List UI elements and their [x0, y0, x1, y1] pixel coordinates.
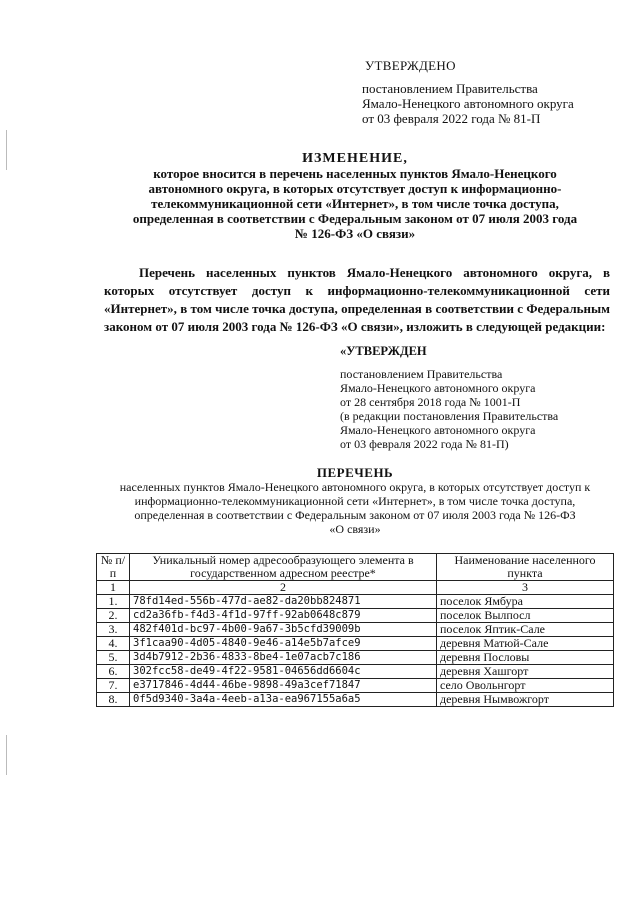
row-name: деревня Хашгорт	[437, 665, 614, 679]
document-heading	[80, 151, 630, 241]
heading-line: автономного округа, в которых отсутствует доступ к информационно-	[148, 181, 562, 196]
table-row	[97, 623, 614, 637]
approval-stamp-2-title: «УТВЕРЖДЕН	[340, 344, 427, 358]
row-num: 2.	[97, 609, 130, 623]
approval-line: постановлением Правительства	[340, 367, 503, 381]
row-name: поселок Вылпосл	[437, 609, 614, 623]
table-row	[97, 665, 614, 679]
body-paragraph: Перечень населенных пунктов Ямало-Ненецкого автономного округа, в которых отсутствует доступ к информационно-телекоммуникационной сети «Интернет», в том числе точка доступа, определенная в соответствии с Федеральным законом от 07 июля 2003 года № 126-ФЗ «О связи», изложить в следующей редакции:	[104, 265, 610, 334]
heading-line: определенная в соответствии с Федеральным законом от 07 июля 2003 года	[132, 211, 578, 226]
approval-line: Ямало-Ненецкого автономного округа	[362, 96, 574, 111]
row-name: деревня Пословы	[437, 651, 614, 665]
row-code: 3f1caa90-4d05-4840-9e46-a14e5b7afce9	[130, 637, 437, 651]
table-row	[97, 651, 614, 665]
table-row	[97, 609, 614, 623]
table-row	[97, 637, 614, 651]
approval-line: от 03 февраля 2022 года № 81-П	[362, 111, 541, 126]
approval-line: от 28 сентября 2018 года № 1001-П	[340, 395, 521, 409]
scan-artifact	[6, 735, 7, 775]
list-heading-line: информационно-телекоммуникационной сети «Интернет», в том числе точка доступа,	[134, 494, 576, 508]
approval-line: Ямало-Ненецкого автономного округа	[340, 423, 536, 437]
row-code: 0f5d9340-3a4a-4eeb-a13a-ea967155a6a5	[130, 693, 437, 707]
row-name: деревня Нымвожгорт	[437, 693, 614, 707]
row-num: 3.	[97, 623, 130, 637]
row-num: 4.	[97, 637, 130, 651]
list-heading-line: определенная в соответствии с Федеральным законом от 07 июля 2003 года № 126-ФЗ	[134, 508, 576, 522]
list-heading-line: «О связи»	[329, 522, 381, 536]
approval-stamp-title: УТВЕРЖДЕНО	[365, 58, 456, 73]
table-index-row	[97, 581, 614, 595]
approval-line: (в редакции постановления Правительства	[340, 409, 559, 423]
list-heading	[95, 466, 615, 536]
row-name: деревня Матюй-Сале	[437, 637, 614, 651]
list-title: ПЕРЕЧЕНЬ	[316, 465, 394, 480]
list-heading-line: населенных пунктов Ямало-Ненецкого автономного округа, в которых отсутствует доступ к	[119, 480, 591, 494]
row-name: село Овольнгорт	[437, 679, 614, 693]
table-row	[97, 595, 614, 609]
heading-line: телекоммуникационной сети «Интернет», в том числе точка доступа,	[151, 196, 559, 211]
index-cell: 1	[97, 581, 130, 595]
approval-stamp-details	[362, 81, 574, 126]
heading-line: которое вносится в перечень населенных пунктов Ямало-Ненецкого	[153, 166, 557, 181]
row-name: поселок Ямбура	[437, 595, 614, 609]
row-name: поселок Яптик-Сале	[437, 623, 614, 637]
approval-stamp-2-details	[340, 367, 558, 451]
table-row	[97, 679, 614, 693]
settlements-table	[96, 553, 614, 707]
index-cell: 3	[437, 581, 614, 595]
header-code: Уникальный номер адресообразующего элемента в государственном адресном реестре*	[130, 554, 437, 581]
row-code: 482f401d-bc97-4b00-9a67-3b5cfd39009b	[130, 623, 437, 637]
heading-line: № 126-ФЗ «О связи»	[294, 226, 416, 241]
approval-line: Ямало-Ненецкого автономного округа	[340, 381, 536, 395]
index-cell: 2	[130, 581, 437, 595]
row-num: 8.	[97, 693, 130, 707]
approval-line: от 03 февраля 2022 года № 81-П)	[340, 437, 509, 451]
header-num: № п/п	[97, 554, 130, 581]
row-code: 302fcc58-de49-4f22-9581-04656dd6604c	[130, 665, 437, 679]
approval-line: постановлением Правительства	[362, 81, 538, 96]
heading-title: ИЗМЕНЕНИЕ,	[302, 151, 408, 166]
header-name: Наименование населенного пункта	[437, 554, 614, 581]
row-num: 6.	[97, 665, 130, 679]
row-code: 78fd14ed-556b-477d-ae82-da20bb824871	[130, 595, 437, 609]
row-num: 5.	[97, 651, 130, 665]
table-header-row	[97, 554, 614, 581]
row-code: e3717846-4d44-46be-9898-49a3cef71847	[130, 679, 437, 693]
row-code: cd2a36fb-f4d3-4f1d-97ff-92ab0648c879	[130, 609, 437, 623]
scan-artifact	[6, 130, 7, 170]
table-row	[97, 693, 614, 707]
row-code: 3d4b7912-2b36-4833-8be4-1e07acb7c186	[130, 651, 437, 665]
row-num: 1.	[97, 595, 130, 609]
row-num: 7.	[97, 679, 130, 693]
